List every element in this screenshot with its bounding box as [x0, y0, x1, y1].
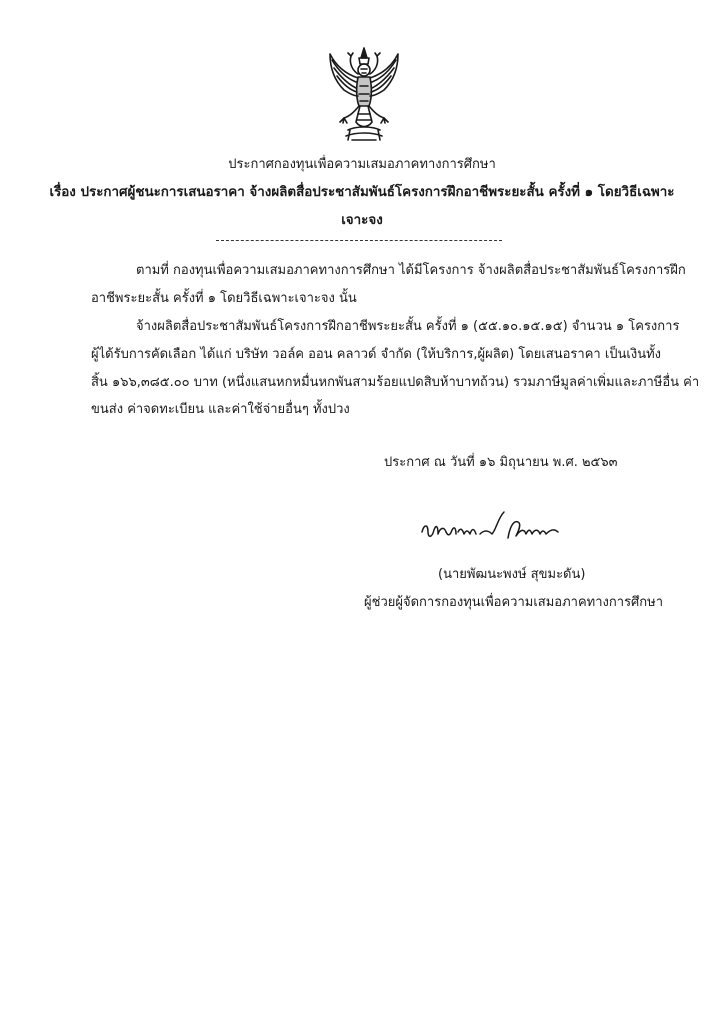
paragraph-2-line-4: ขนส่ง ค่าจดทะเบียน และค่าใช้จ่ายอื่นๆ ทั้งปวง — [91, 402, 350, 417]
signer-name: (นายพัฒนะพงษ์ สุขมะดัน) — [438, 567, 586, 582]
handwritten-signature-icon — [418, 508, 568, 548]
signer-position: ผู้ช่วยผู้จัดการกองทุนเพื่อความเสมอภาคทางการศึกษา — [364, 595, 664, 610]
subject-line-2: เจาะจง — [341, 213, 383, 228]
paragraph-2-line-3: สิ้น ๑๖๖,๓๘๕.๐๐ บาท (หนึ่งแสนหกหมื่นหกพันสามร้อยแปดสิบห้าบาทถ้วน) รวมภาษีมูลค่าเพิ่มและภาษีอื่น ค่า — [91, 375, 700, 390]
announcement-date: ประกาศ ณ วันที่ ๑๖ มิถุนายน พ.ศ. ๒๕๖๓ — [384, 455, 618, 470]
paragraph-2-line-2: ผู้ได้รับการคัดเลือก ได้แก่ บริษัท วอล์ค ออน คลาวด์ จำกัด (ให้บริการ,ผู้ผลิต) โดยเสนอราคา เป็นเงินทั้ง — [91, 347, 662, 362]
subject-line-1: เรื่อง ประกาศผู้ชนะการเสนอราคา จ้างผลิตสื่อประชาสัมพันธ์โครงการฝึกอาชีพระยะสั้น ครั้งที่ ๑ โดยวิธีเฉพาะ — [49, 185, 675, 200]
paragraph-1-line-1: ตามที่ กองทุนเพื่อความเสมอภาคทางการศึกษา ได้มีโครงการ จ้างผลิตสื่อประชาสัมพันธ์โครงการฝึก — [136, 263, 686, 278]
garuda-emblem-icon — [322, 44, 406, 144]
announcement-heading: ประกาศกองทุนเพื่อความเสมอภาคทางการศึกษา — [228, 157, 496, 172]
paragraph-1-line-2: อาชีพระยะสั้น ครั้งที่ ๑ โดยวิธีเฉพาะเจาะจง นั้น — [91, 291, 357, 306]
divider-line — [216, 240, 502, 241]
paragraph-2-line-1: จ้างผลิตสื่อประชาสัมพันธ์โครงการฝึกอาชีพระยะสั้น ครั้งที่ ๑ (๕๕.๑๐.๑๕.๑๕) จำนวน ๑ โครงการ — [136, 319, 680, 334]
